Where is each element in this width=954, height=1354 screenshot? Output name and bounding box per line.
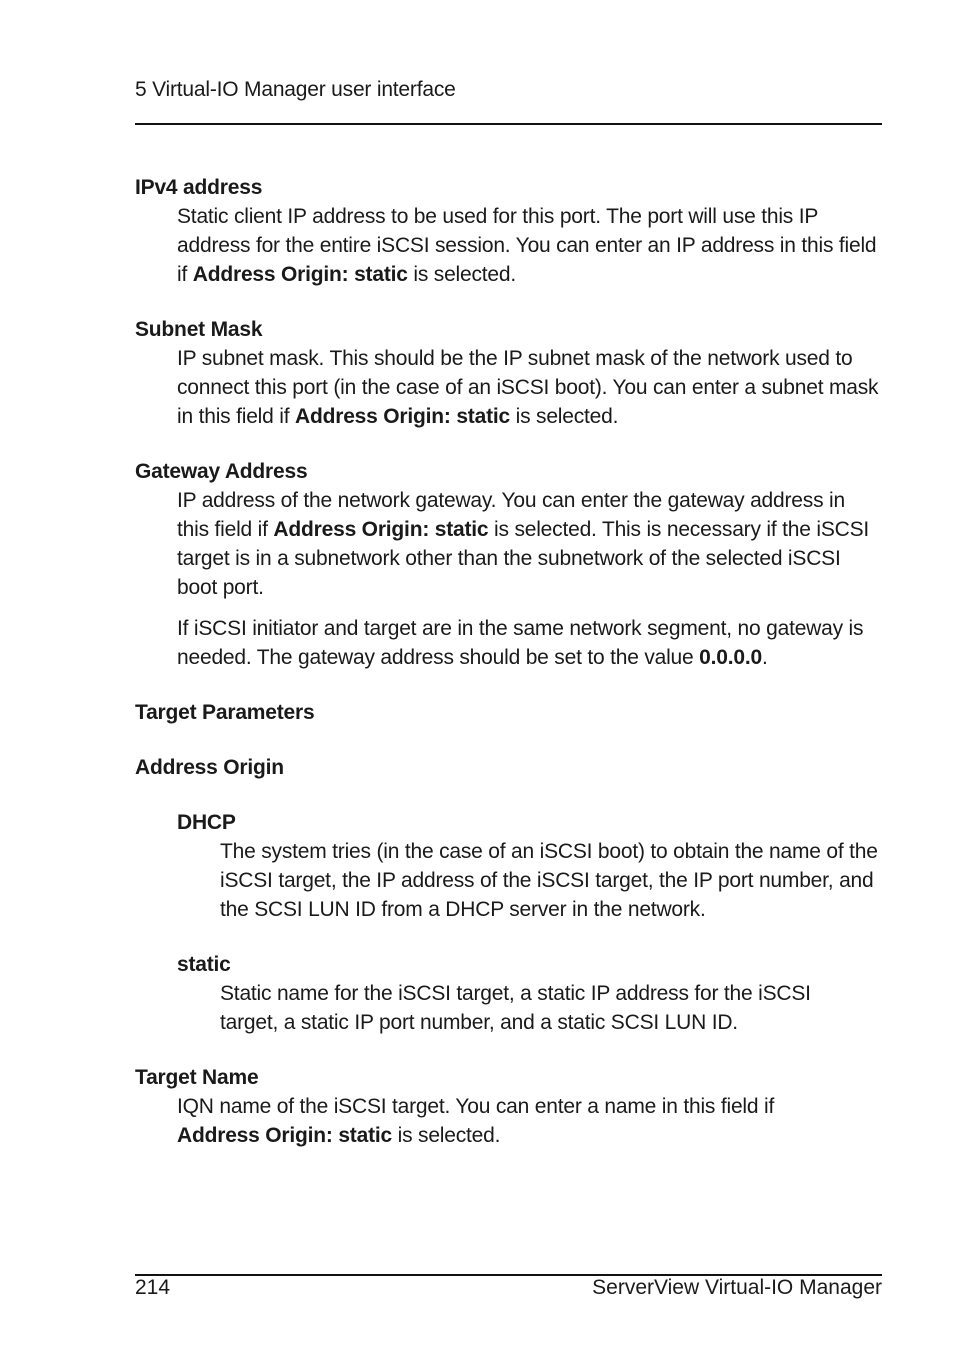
term-ipv4-address: IPv4 address [135, 176, 263, 199]
term-target-name: Target Name [135, 1066, 259, 1089]
term-subnet-mask: Subnet Mask [135, 318, 263, 341]
term-target-parameters: Target Parameters [135, 701, 315, 724]
term-address-origin: Address Origin [135, 756, 284, 779]
section-address-origin [135, 753, 885, 782]
target-name-description: IQN name of the iSCSI target. You can enter a name in this field if Address Origin: static is selected. [177, 1095, 775, 1147]
term-static: static [177, 953, 231, 976]
section-gateway-address [135, 457, 885, 672]
gateway-description: IP address of the network gateway. You can enter the gateway address in this field if Address Origin: static is selected. This is necessary if the iSCSI target is in a subnetwork other than the subnetwork of the selected iSCSI boot port. [177, 489, 870, 599]
footer-doc-title: ServerView Virtual-IO Manager [592, 1276, 882, 1299]
dhcp-description: The system tries (in the case of an iSCSI boot) to obtain the name of the iSCSI target, the IP address of the iSCSI target, the IP port number, and the SCSI LUN ID from a DHCP server in the network. [220, 840, 878, 921]
option-dhcp [177, 808, 885, 924]
gateway-note: If iSCSI initiator and target are in the same network segment, no gateway is needed. The gateway address should be set to the value 0.0.0.0. [177, 617, 864, 669]
static-description: Static name for the iSCSI target, a static IP address for the iSCSI target, a static IP port number, and a static SCSI LUN ID. [220, 982, 811, 1034]
running-header: 5 Virtual-IO Manager user interface [135, 78, 456, 101]
page-content [135, 173, 885, 1176]
ipv4-description: Static client IP address to be used for this port. The port will use this IP address for the entire iSCSI session. You can enter an IP address in this field if Address Origin: static is selected. [177, 205, 877, 286]
section-target-name [135, 1063, 885, 1150]
term-dhcp: DHCP [177, 811, 236, 834]
section-target-parameters [135, 698, 885, 727]
header-rule [135, 123, 882, 125]
page-number: 214 [135, 1276, 171, 1299]
option-static [177, 950, 885, 1037]
subnet-description: IP subnet mask. This should be the IP subnet mask of the network used to connect this port (in the case of an iSCSI boot). You can enter a subnet mask in this field if Address Origin: static is selected. [177, 347, 879, 428]
section-ipv4-address [135, 173, 885, 289]
term-gateway-address: Gateway Address [135, 460, 308, 483]
section-subnet-mask [135, 315, 885, 431]
